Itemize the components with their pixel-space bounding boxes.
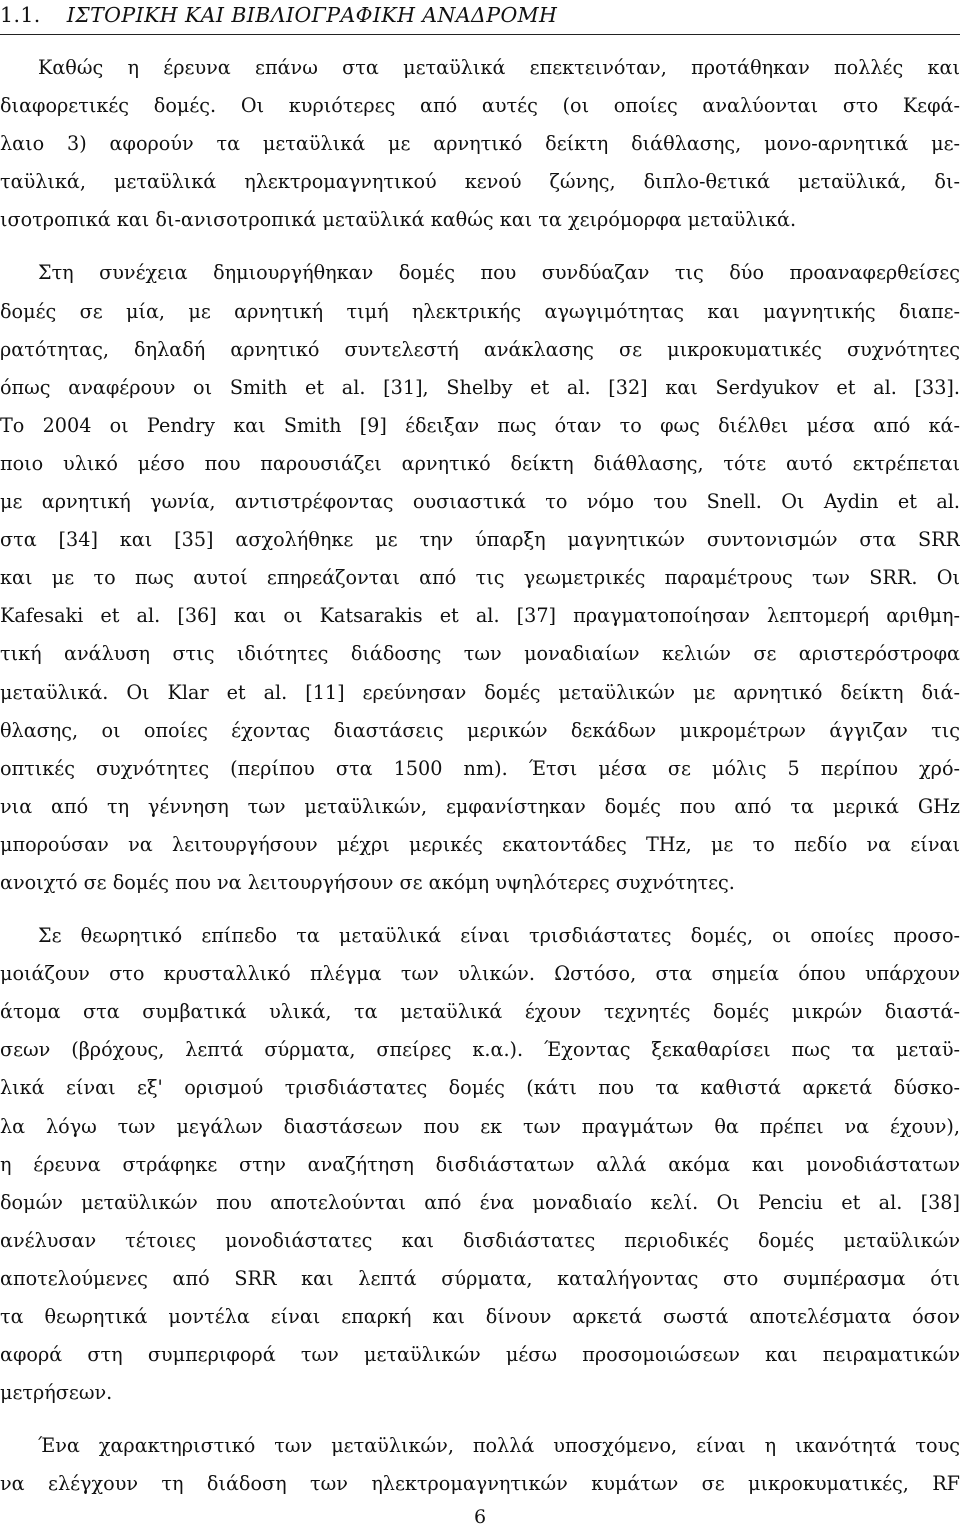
text-line: ποιο υλικό μέσο που παρουσιάζει αρνητικό δείκτη διάθλασης, τότε αυτό εκτρέπεται: [0, 451, 960, 475]
running-header: [0, 0, 960, 35]
text-line: μοιάζουν στο κρυσταλλικό πλέγμα των υλικών. Ωστόσο, στα σημεία όπου υπάρχουν: [0, 962, 960, 986]
text-line: στα [34] και [35] ασχολήθηκε με την ύπαρξη μαγνητικών συντονισμών στα SRR: [0, 528, 960, 552]
paragraph-2: [0, 254, 960, 902]
text-line: Kafesaki et al. [36] και οι Katsarakis et al. [37] πραγματοποίησαν λεπτομερή αριθμη-: [0, 604, 960, 628]
text-line: να ελέγχουν τη διάδοση των ηλεκτρομαγνητικών κυμάτων σε μικροκυματικές, RF: [0, 1472, 960, 1496]
text-line: λαιο 3) αφορούν τα μεταϋλικά με αρνητικό δείκτη διάθλασης, μονο-αρνητικά με-: [0, 132, 960, 156]
text-line: ταϋλικά, μεταϋλικά ηλεκτρομαγνητικού κενού ζώνης, διπλο-θετικά μεταϋλικά, δι-: [0, 170, 960, 194]
text-line: οπτικές συχνότητες (περίπου στα 1500 nm). Έτσι μέσα σε μόλις 5 περίπου χρό-: [0, 756, 960, 780]
text-line: με αρνητική γωνία, αντιστρέφοντας ουσιαστικά το νόμο του Snell. Οι Aydin et al.: [0, 490, 960, 514]
paragraph-1: [0, 49, 960, 239]
text-line: δομές σε μία, με αρνητική τιμή ηλεκτρικής αγωγιμότητας και μαγνητικής διαπε-: [0, 299, 960, 323]
section-title: ΙΣΤΟΡΙΚΗ ΚΑΙ ΒΙΒΛΙΟΓΡΑΦΙΚΗ ΑΝΑΔΡΟΜΗ: [66, 3, 558, 27]
text-line: ανοιχτό σε δομές που να λειτουργήσουν σε ακόμη υψηλότερες συχνότητες.: [0, 870, 735, 894]
paragraph-3: [0, 917, 960, 1412]
text-line: μπορούσαν να λειτουργήσουν μέχρι μερικές εκατοντάδες THz, με το πεδίο να είναι: [0, 832, 960, 856]
text-line: και με το πως αυτοί επηρεάζονται από τις γεωμετρικές παραμέτρους των SRR. Οι: [0, 566, 960, 590]
text-line: λα λόγω των μεγάλων διαστάσεων που εκ των πραγμάτων θα πρέπει να έχουν),: [0, 1114, 960, 1138]
text-line: μετρήσεων.: [0, 1381, 113, 1405]
text-line: αφορά στη συμπεριφορά των μεταϋλικών μέσω προσομοιώσεων και πειραματικών: [0, 1343, 960, 1367]
body-text: [0, 49, 960, 1503]
text-line: διαφορετικές δομές. Οι κυριότερες από αυτές (οι οποίες αναλύονται στο Κεφά-: [0, 94, 960, 118]
text-line: Το 2004 οι Pendry και Smith [9] έδειξαν πως όταν το φως διέλθει μέσα από κά-: [0, 413, 960, 437]
text-line: αποτελούμενες από SRR και λεπτά σύρματα, καταλήγοντας στο συμπέρασμα ότι: [0, 1266, 960, 1290]
text-line: ανέλυσαν τέτοιες μονοδιάστατες και δισδιάστατες περιοδικές δομές μεταϋλικών: [0, 1228, 960, 1252]
text-line: θλασης, οι οποίες έχοντας διαστάσεις μερικών δεκάδων μικρομέτρων άγγιζαν τις: [0, 718, 960, 742]
paragraph-4: [0, 1427, 960, 1503]
page-number: 6: [473, 1506, 487, 1528]
text-line: λικά είναι εξ' ορισμού τρισδιάστατες δομές (κάτι που τα καθιστά αρκετά δύσκο-: [0, 1076, 960, 1100]
text-line: μεταϋλικά. Οι Klar et al. [11] ερεύνησαν δομές μεταϋλικών με αρνητικό δείκτη διά-: [0, 680, 960, 704]
text-line: ισοτροπικά και δι-ανισοτροπικά μεταϋλικά καθώς και τα χειρόμορφα μεταϋλικά.: [0, 208, 797, 232]
text-line: τα θεωρητικά μοντέλα είναι επαρκή και δίνουν αρκετά σωστά αποτελέσματα όσον: [0, 1305, 960, 1328]
text-line: σεων (βρόχους, λεπτά σύρματα, σπείρες κ.α.). Έχοντας ξεκαθαρίσει πως τα μεταϋ-: [0, 1038, 960, 1062]
text-line: Σε θεωρητικό επίπεδο τα μεταϋλικά είναι τρισδιάστατες δομές, οι οποίες προσο-: [38, 924, 960, 948]
text-line: όπως αναφέρουν οι Smith et al. [31], Shelby et al. [32] και Serdyukov et al. [33].: [0, 375, 960, 399]
text-line: η έρευνα στράφηκε στην αναζήτηση δισδιάστατων αλλά ακόμα και μονοδιάστατων: [0, 1152, 960, 1176]
text-line: άτομα στα συμβατικά υλικά, τα μεταϋλικά έχουν τεχνητές δομές μικρών διαστά-: [0, 1000, 960, 1024]
text-line: ρατότητας, δηλαδή αρνητικό συντελεστή ανάκλασης σε μικροκυματικές συχνότητες: [0, 337, 960, 361]
section-number: 1.1.: [0, 3, 41, 27]
text-line: δομών μεταϋλικών που αποτελούνται από ένα μοναδιαίο κελί. Οι Penciu et al. [38]: [0, 1190, 960, 1214]
text-line: Καθώς η έρευνα επάνω στα μεταϋλικά επεκτεινόταν, προτάθηκαν πολλές και: [38, 56, 960, 79]
text-line: Ένα χαρακτηριστικό των μεταϋλικών, πολλά υποσχόμενο, είναι η ικανότητά τους: [38, 1434, 960, 1458]
text-line: τική ανάλυση στις ιδιότητες διάδοσης των μοναδιαίων κελιών σε αριστερόστροφα: [0, 642, 960, 666]
text-line: νια από τη γέννηση των μεταϋλικών, εμφανίστηκαν δομές που από τα μερικά GHz: [0, 794, 960, 818]
text-line: Στη συνέχεια δημιουργήθηκαν δομές που συνδύαζαν τις δύο προαναφερθείσες: [38, 261, 960, 285]
